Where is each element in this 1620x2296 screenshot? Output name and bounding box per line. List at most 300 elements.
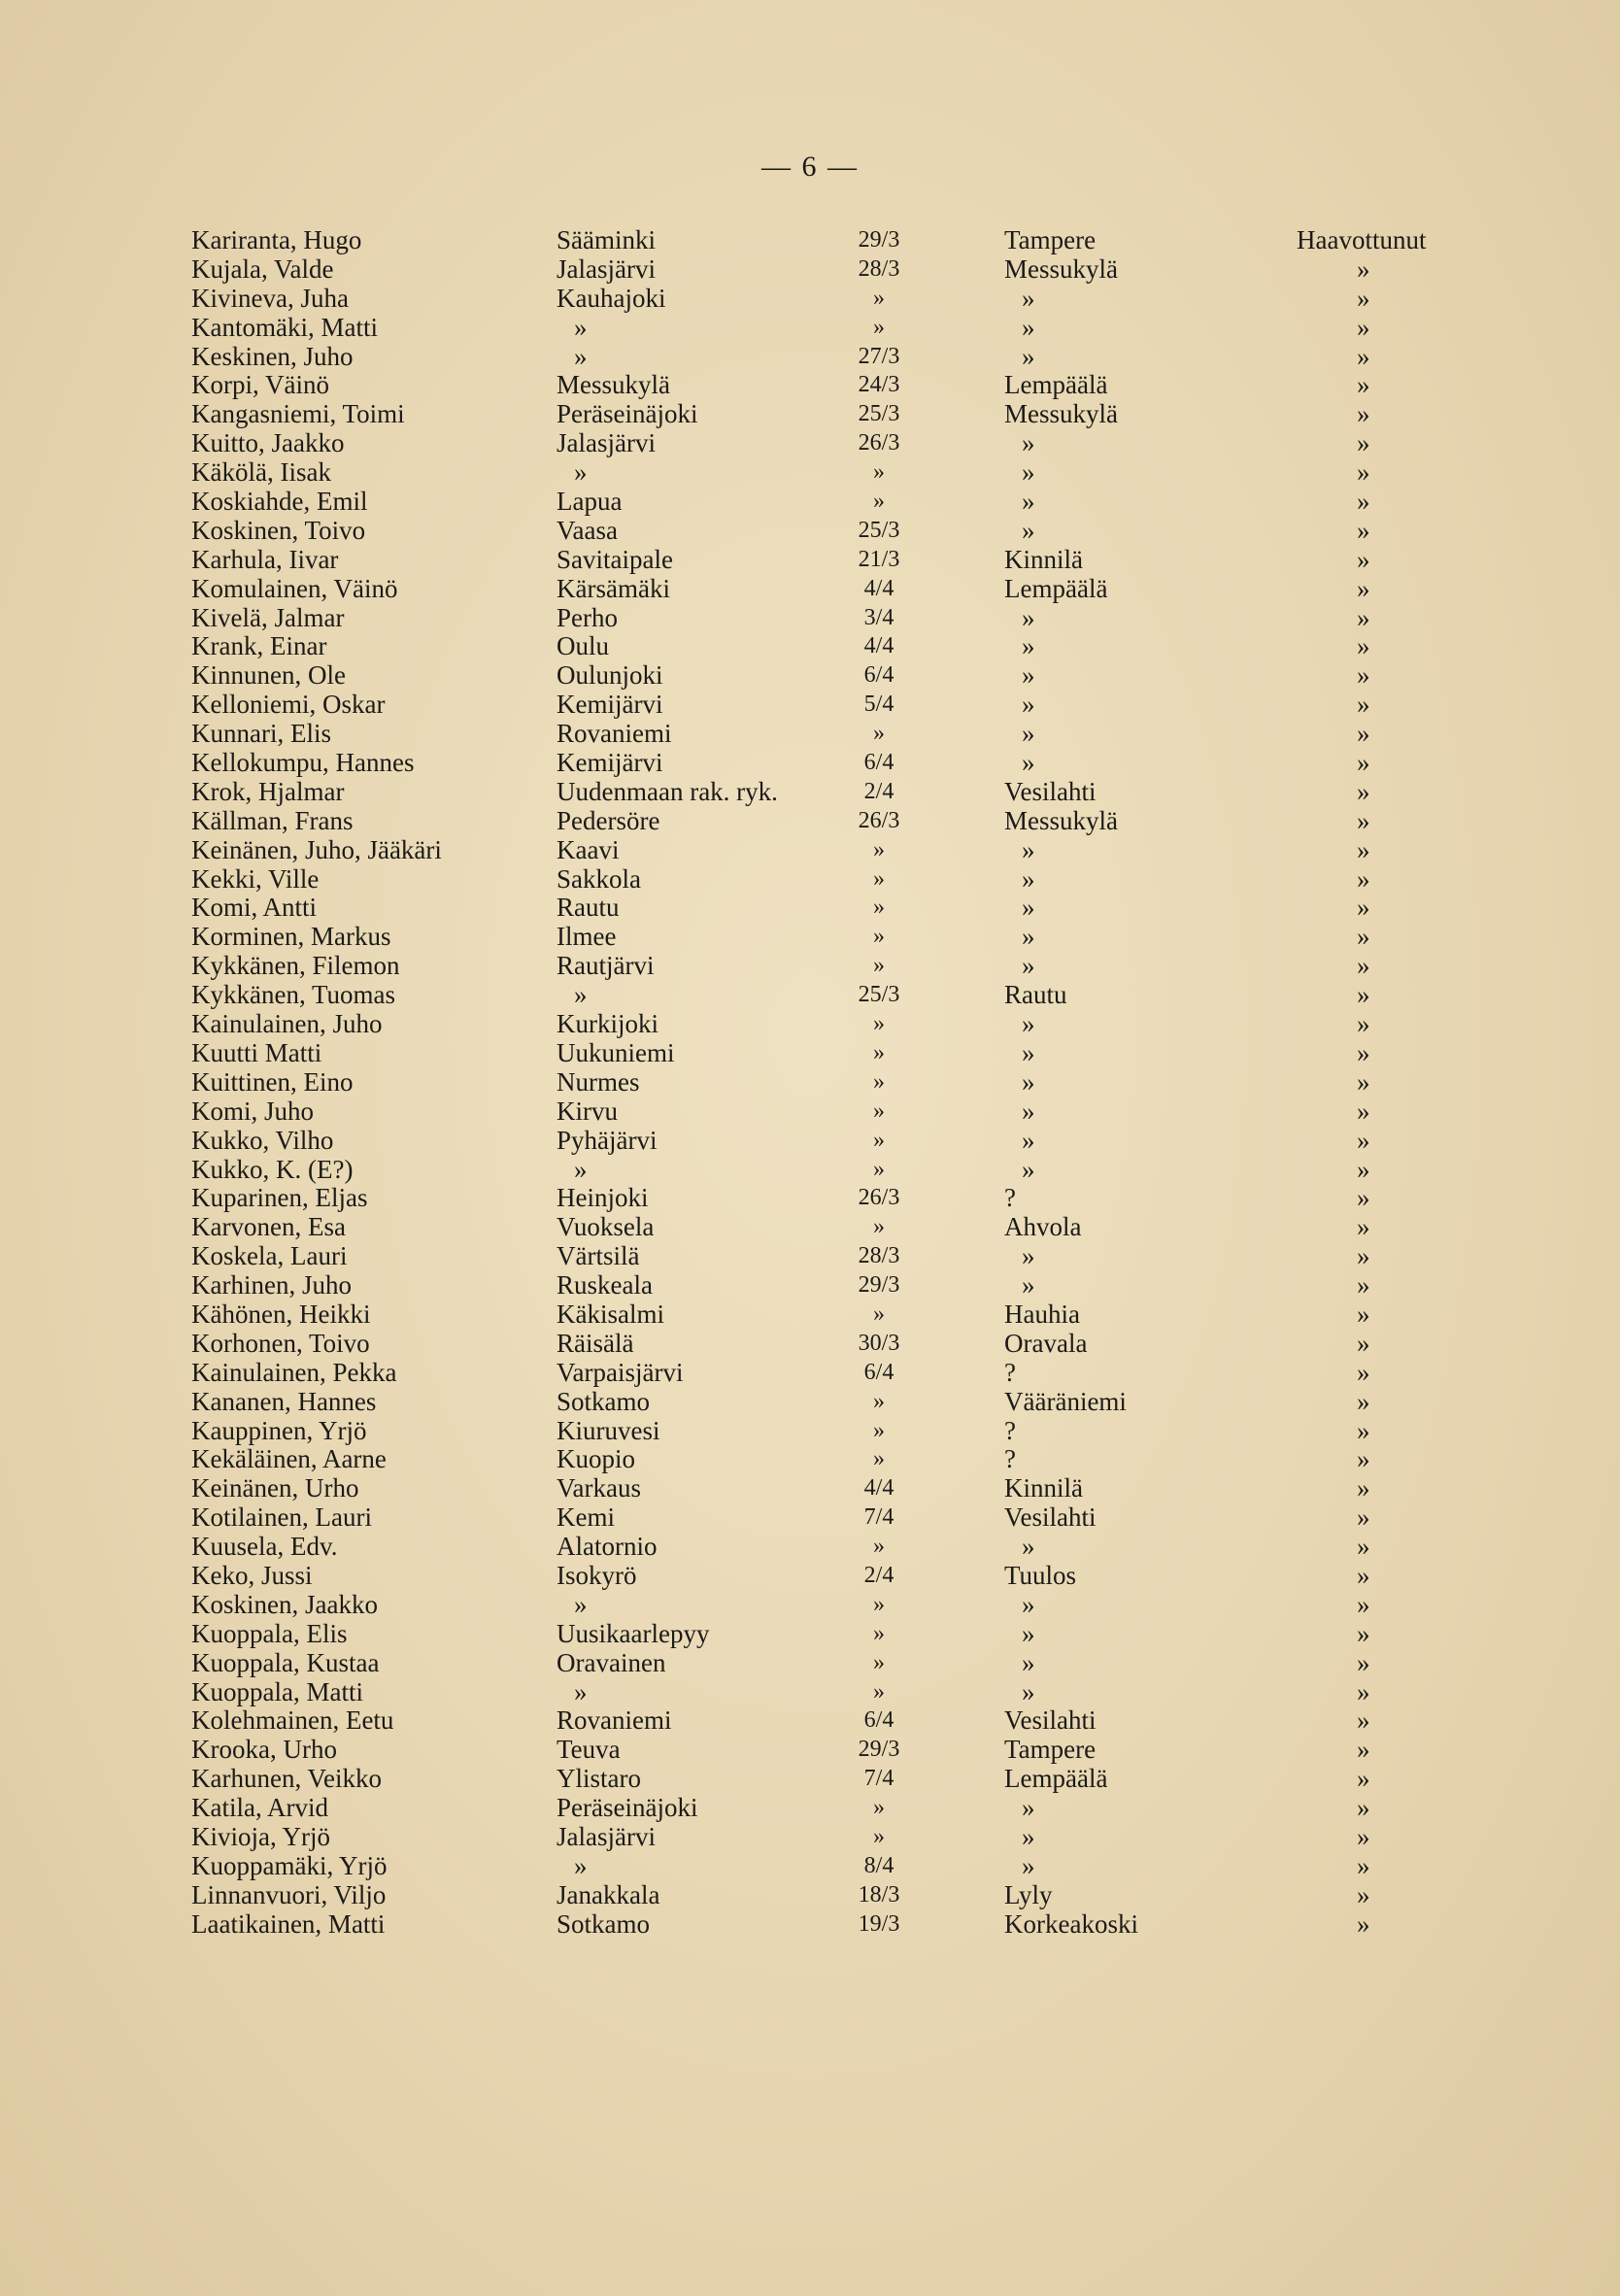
home-parish: Rovaniemi xyxy=(557,719,672,749)
home-parish: » xyxy=(574,980,588,1010)
event-location: ? xyxy=(1004,1183,1016,1213)
event-location: » xyxy=(1022,428,1035,458)
event-location: » xyxy=(1022,1821,1035,1851)
home-parish: Kemi xyxy=(557,1503,615,1533)
status-cell: » xyxy=(1357,1096,1370,1126)
home-parish: Kemijärvi xyxy=(557,690,663,720)
date-cell: 29/3 xyxy=(858,1272,900,1299)
event-location: » xyxy=(1022,602,1035,632)
event-location: » xyxy=(1022,1241,1035,1271)
status-cell: » xyxy=(1357,690,1370,720)
home-parish: Sotkamo xyxy=(557,1386,651,1416)
event-location: » xyxy=(1022,1037,1035,1067)
person-name: Kolehmainen, Eetu xyxy=(191,1705,394,1736)
person-name: Kuoppala, Kustaa xyxy=(191,1647,380,1677)
table-row xyxy=(191,1649,1473,1678)
table-row xyxy=(191,226,1473,255)
status-cell: » xyxy=(1357,1066,1370,1097)
person-name: Kainulainen, Pekka xyxy=(191,1357,397,1387)
event-location: » xyxy=(1022,515,1035,545)
home-parish: Uudenmaan rak. ryk. xyxy=(557,776,778,806)
person-name: Kykkänen, Filemon xyxy=(191,951,400,981)
table-row xyxy=(191,1881,1473,1910)
person-name: Kukko, Vilho xyxy=(191,1125,334,1155)
status-cell: » xyxy=(1357,1444,1370,1474)
date-cell: 6/4 xyxy=(863,1707,894,1734)
home-parish: Savitaipale xyxy=(557,544,673,574)
status-cell: » xyxy=(1357,1415,1370,1445)
table-row xyxy=(191,1271,1473,1300)
event-location: Kinnilä xyxy=(1004,1473,1083,1503)
person-name: Kivelä, Jalmar xyxy=(191,602,345,632)
event-location: » xyxy=(1022,1270,1035,1300)
table-row xyxy=(191,1242,1473,1271)
person-name: Kivineva, Juha xyxy=(191,283,349,313)
table-row xyxy=(191,1445,1473,1474)
status-cell: » xyxy=(1357,1037,1370,1067)
event-location: » xyxy=(1022,922,1035,952)
date-cell: 18/3 xyxy=(858,1881,900,1908)
table-row xyxy=(191,632,1473,661)
status-cell: » xyxy=(1357,428,1370,458)
person-name: Kuoppala, Elis xyxy=(191,1618,348,1648)
date-cell: 6/4 xyxy=(863,662,894,689)
status-cell: » xyxy=(1357,951,1370,981)
table-row xyxy=(191,1474,1473,1503)
table-row xyxy=(191,1330,1473,1359)
page-number: — 6 — xyxy=(761,151,859,183)
person-name: Kujala, Valde xyxy=(191,253,334,284)
table-row xyxy=(191,1910,1473,1940)
person-name: Korminen, Markus xyxy=(191,922,391,952)
status-cell: » xyxy=(1357,1647,1370,1677)
home-parish: Jalasjärvi xyxy=(557,428,656,458)
date-cell: » xyxy=(873,895,885,921)
event-location: » xyxy=(1022,631,1035,661)
home-parish: Kurkijoki xyxy=(557,1009,658,1039)
date-cell: 24/3 xyxy=(858,372,900,398)
home-parish: Kirvu xyxy=(557,1096,618,1126)
home-parish: Ruskeala xyxy=(557,1270,653,1300)
table-row xyxy=(191,720,1473,749)
person-name: Korpi, Väinö xyxy=(191,370,329,400)
person-name: Kantomäki, Matti xyxy=(191,312,378,342)
status-cell: » xyxy=(1357,573,1370,603)
table-row xyxy=(191,894,1473,923)
table-row xyxy=(191,1765,1473,1794)
date-cell: » xyxy=(873,1823,885,1849)
event-location: » xyxy=(1022,1066,1035,1097)
table-row xyxy=(191,1852,1473,1881)
status-cell: » xyxy=(1357,660,1370,691)
table-row xyxy=(191,517,1473,546)
status-cell: » xyxy=(1357,631,1370,661)
person-name: Keinänen, Juho, Jääkäri xyxy=(191,834,442,864)
home-parish: Sääminki xyxy=(557,225,656,254)
date-cell: 28/3 xyxy=(858,255,900,282)
person-name: Karhunen, Veikko xyxy=(191,1764,382,1794)
person-name: Keskinen, Juho xyxy=(191,341,354,371)
person-name: Käkölä, Iisak xyxy=(191,457,331,488)
person-name: Kellokumpu, Hannes xyxy=(191,748,415,778)
home-parish: Peräseinäjoki xyxy=(557,1793,698,1823)
date-cell: » xyxy=(873,1446,885,1472)
status-cell: » xyxy=(1357,544,1370,574)
date-cell: » xyxy=(873,1388,885,1414)
status-cell: » xyxy=(1357,1299,1370,1329)
home-parish: Kärsämäki xyxy=(557,573,670,603)
status-cell: » xyxy=(1357,776,1370,806)
date-cell: 6/4 xyxy=(863,1359,894,1385)
person-name: Kuusela, Edv. xyxy=(191,1532,338,1562)
event-location: » xyxy=(1022,893,1035,923)
event-location: Vesilahti xyxy=(1004,1503,1097,1533)
event-location: Oravala xyxy=(1004,1328,1088,1358)
status-cell: » xyxy=(1357,1560,1370,1590)
event-location: Messukylä xyxy=(1004,399,1118,429)
home-parish: Uusikaarlepyy xyxy=(557,1618,710,1648)
person-name: Karhula, Iivar xyxy=(191,544,339,574)
event-location: » xyxy=(1022,1154,1035,1184)
home-parish: Teuva xyxy=(557,1735,621,1765)
table-row xyxy=(191,1010,1473,1039)
person-name: Kariranta, Hugo xyxy=(191,225,362,254)
table-row xyxy=(191,255,1473,285)
status-cell: » xyxy=(1357,1793,1370,1823)
event-location: Lempäälä xyxy=(1004,573,1108,603)
event-location: » xyxy=(1022,1125,1035,1155)
person-name: Kekäläinen, Aarne xyxy=(191,1444,387,1474)
table-row xyxy=(191,1184,1473,1213)
date-cell: 28/3 xyxy=(858,1243,900,1269)
status-cell: » xyxy=(1357,1908,1370,1939)
table-row xyxy=(191,400,1473,429)
home-parish: Oulunjoki xyxy=(557,660,663,691)
date-cell: » xyxy=(873,1097,885,1124)
person-name: Karvonen, Esa xyxy=(191,1212,346,1242)
event-location: » xyxy=(1022,1096,1035,1126)
table-row xyxy=(191,458,1473,488)
event-location: » xyxy=(1022,312,1035,342)
person-name: Kangasniemi, Toimi xyxy=(191,399,405,429)
home-parish: Alatornio xyxy=(557,1532,658,1562)
date-cell: 21/3 xyxy=(858,546,900,572)
status-cell: » xyxy=(1357,1328,1370,1358)
home-parish: Isokyrö xyxy=(557,1560,637,1590)
status-cell: » xyxy=(1357,863,1370,894)
person-name: Kuparinen, Eljas xyxy=(191,1183,368,1213)
home-parish: Uukuniemi xyxy=(557,1037,675,1067)
table-row xyxy=(191,749,1473,778)
date-cell: 25/3 xyxy=(858,401,900,427)
event-location: Rautu xyxy=(1004,980,1067,1010)
person-name: Koskiahde, Emil xyxy=(191,487,368,517)
home-parish: Vaasa xyxy=(557,515,618,545)
home-parish: Peräseinäjoki xyxy=(557,399,698,429)
home-parish: Rautu xyxy=(557,893,620,923)
status-cell: » xyxy=(1357,1212,1370,1242)
event-location: » xyxy=(1022,1676,1035,1706)
home-parish: Varpaisjärvi xyxy=(557,1357,684,1387)
date-cell: 4/4 xyxy=(863,575,894,601)
person-name: Kuoppamäki, Yrjö xyxy=(191,1850,388,1880)
event-location: Vesilahti xyxy=(1004,776,1097,806)
table-row xyxy=(191,1591,1473,1620)
person-name: Linnanvuori, Viljo xyxy=(191,1879,387,1909)
date-cell: 26/3 xyxy=(858,430,900,456)
status-cell: » xyxy=(1357,980,1370,1010)
table-row xyxy=(191,1503,1473,1533)
person-name: Kukko, K. (E?) xyxy=(191,1154,354,1184)
status-cell: » xyxy=(1357,1705,1370,1736)
status-cell: » xyxy=(1357,1125,1370,1155)
date-cell: 2/4 xyxy=(863,1562,894,1588)
status-cell: » xyxy=(1357,1503,1370,1533)
person-name: Katila, Arvid xyxy=(191,1793,328,1823)
home-parish: » xyxy=(574,1589,588,1619)
person-name: Koskinen, Toivo xyxy=(191,515,366,545)
table-row xyxy=(191,691,1473,720)
table-row xyxy=(191,865,1473,895)
status-cell: » xyxy=(1357,719,1370,749)
event-location: Lempäälä xyxy=(1004,370,1108,400)
status-cell: » xyxy=(1357,1589,1370,1619)
status-cell: » xyxy=(1357,312,1370,342)
date-cell: » xyxy=(873,1068,885,1095)
event-location: Ahvola xyxy=(1004,1212,1082,1242)
event-location: ? xyxy=(1004,1415,1016,1445)
status-cell: » xyxy=(1357,1270,1370,1300)
date-cell: » xyxy=(873,1591,885,1617)
event-location: » xyxy=(1022,690,1035,720)
event-location: Lyly xyxy=(1004,1879,1053,1909)
person-name: Krooka, Urho xyxy=(191,1735,337,1765)
date-cell: » xyxy=(873,721,885,747)
event-location: » xyxy=(1022,1589,1035,1619)
date-cell: 4/4 xyxy=(863,633,894,659)
status-cell: » xyxy=(1357,341,1370,371)
event-location: Hauhia xyxy=(1004,1299,1080,1329)
home-parish: Käkisalmi xyxy=(557,1299,664,1329)
date-cell: » xyxy=(873,285,885,311)
table-row xyxy=(191,1213,1473,1242)
date-cell: 5/4 xyxy=(863,692,894,718)
status-cell: Haavottunut xyxy=(1297,225,1427,254)
status-cell: » xyxy=(1357,515,1370,545)
home-parish: Varkaus xyxy=(557,1473,641,1503)
date-cell: 2/4 xyxy=(863,778,894,804)
home-parish: » xyxy=(574,457,588,488)
table-row xyxy=(191,575,1473,604)
status-cell: » xyxy=(1357,1386,1370,1416)
table-row xyxy=(191,1562,1473,1591)
table-row xyxy=(191,1300,1473,1330)
home-parish: Ilmee xyxy=(557,922,617,952)
status-cell: » xyxy=(1357,457,1370,488)
status-cell: » xyxy=(1357,1241,1370,1271)
person-name: Komi, Antti xyxy=(191,893,318,923)
event-location: » xyxy=(1022,1793,1035,1823)
person-name: Kivioja, Yrjö xyxy=(191,1821,330,1851)
date-cell: » xyxy=(873,836,885,862)
status-cell: » xyxy=(1357,1879,1370,1909)
status-cell: » xyxy=(1357,1183,1370,1213)
home-parish: Pedersöre xyxy=(557,805,660,835)
status-cell: » xyxy=(1357,399,1370,429)
date-cell: » xyxy=(873,924,885,950)
home-parish: » xyxy=(574,341,588,371)
date-cell: 4/4 xyxy=(863,1475,894,1502)
date-cell: 8/4 xyxy=(863,1852,894,1878)
date-cell: » xyxy=(873,1417,885,1443)
date-cell: » xyxy=(873,1127,885,1153)
home-parish: Messukylä xyxy=(557,370,670,400)
person-name: Kuittinen, Eino xyxy=(191,1066,354,1097)
date-cell: 3/4 xyxy=(863,604,894,630)
status-cell: » xyxy=(1357,1618,1370,1648)
home-parish: Sotkamo xyxy=(557,1908,651,1939)
table-row xyxy=(191,1417,1473,1446)
table-row xyxy=(191,1620,1473,1649)
table-row xyxy=(191,1678,1473,1707)
home-parish: Kaavi xyxy=(557,834,620,864)
date-cell: » xyxy=(873,1620,885,1646)
home-parish: Nurmes xyxy=(557,1066,640,1097)
person-name: Koskela, Lauri xyxy=(191,1241,348,1271)
date-cell: 29/3 xyxy=(858,1737,900,1763)
event-location: » xyxy=(1022,660,1035,691)
table-row xyxy=(191,429,1473,458)
status-cell: » xyxy=(1357,748,1370,778)
table-row xyxy=(191,952,1473,981)
table-row xyxy=(191,923,1473,952)
person-name: Keinänen, Urho xyxy=(191,1473,359,1503)
status-cell: » xyxy=(1357,893,1370,923)
table-row xyxy=(191,1533,1473,1562)
home-parish: » xyxy=(574,1676,588,1706)
status-cell: » xyxy=(1357,1532,1370,1562)
home-parish: Sakkola xyxy=(557,863,641,894)
date-cell: » xyxy=(873,1039,885,1065)
home-parish: Perho xyxy=(557,602,618,632)
event-location: » xyxy=(1022,748,1035,778)
home-parish: Ylistaro xyxy=(557,1764,641,1794)
table-row xyxy=(191,1068,1473,1097)
date-cell: 29/3 xyxy=(858,227,900,253)
home-parish: » xyxy=(574,312,588,342)
person-name: Källman, Frans xyxy=(191,805,354,835)
status-cell: » xyxy=(1357,1154,1370,1184)
table-row xyxy=(191,343,1473,372)
person-name: Kuutti Matti xyxy=(191,1037,322,1067)
event-location: » xyxy=(1022,834,1035,864)
table-row xyxy=(191,1736,1473,1765)
date-cell: » xyxy=(873,1534,885,1560)
date-cell: 25/3 xyxy=(858,517,900,543)
home-parish: Räisälä xyxy=(557,1328,634,1358)
person-name: Kotilainen, Lauri xyxy=(191,1503,372,1533)
event-location: » xyxy=(1022,1532,1035,1562)
status-cell: » xyxy=(1357,370,1370,400)
table-row xyxy=(191,661,1473,691)
date-cell: » xyxy=(873,1300,885,1327)
person-name: Kykkänen, Tuomas xyxy=(191,980,396,1010)
date-cell: » xyxy=(873,1678,885,1705)
status-cell: » xyxy=(1357,1009,1370,1039)
home-parish: Jalasjärvi xyxy=(557,1821,656,1851)
home-parish: Oulu xyxy=(557,631,609,661)
date-cell: 26/3 xyxy=(858,1185,900,1211)
person-name: Keko, Jussi xyxy=(191,1560,313,1590)
event-location: » xyxy=(1022,457,1035,488)
person-name: Kekki, Ville xyxy=(191,863,320,894)
event-location: Messukylä xyxy=(1004,805,1118,835)
person-name: Krok, Hjalmar xyxy=(191,776,345,806)
date-cell: » xyxy=(873,1156,885,1182)
status-cell: » xyxy=(1357,834,1370,864)
event-location: » xyxy=(1022,863,1035,894)
home-parish: Pyhäjärvi xyxy=(557,1125,658,1155)
table-row xyxy=(191,1156,1473,1185)
date-cell: » xyxy=(873,865,885,892)
person-name: Kauppinen, Yrjö xyxy=(191,1415,367,1445)
date-cell: 7/4 xyxy=(863,1504,894,1531)
person-name: Kelloniemi, Oskar xyxy=(191,690,386,720)
date-cell: 7/4 xyxy=(863,1766,894,1792)
event-location: » xyxy=(1022,1647,1035,1677)
event-location: » xyxy=(1022,283,1035,313)
table-row xyxy=(191,546,1473,575)
person-name: Kähönen, Heikki xyxy=(191,1299,371,1329)
home-parish: Oravainen xyxy=(557,1647,666,1677)
status-cell: » xyxy=(1357,1357,1370,1387)
date-cell: » xyxy=(873,314,885,340)
home-parish: » xyxy=(574,1154,588,1184)
person-name: Kinnunen, Ole xyxy=(191,660,346,691)
event-location: Vääräniemi xyxy=(1004,1386,1127,1416)
person-name: Karhinen, Juho xyxy=(191,1270,352,1300)
table-row xyxy=(191,285,1473,314)
event-location: » xyxy=(1022,719,1035,749)
table-row xyxy=(191,807,1473,836)
status-cell: » xyxy=(1357,805,1370,835)
person-name: Kananen, Hannes xyxy=(191,1386,377,1416)
home-parish: Kuopio xyxy=(557,1444,635,1474)
person-name: Kainulainen, Juho xyxy=(191,1009,383,1039)
table-row xyxy=(191,1706,1473,1736)
person-name: Kuitto, Jaakko xyxy=(191,428,345,458)
person-name: Komulainen, Väinö xyxy=(191,573,398,603)
status-cell: » xyxy=(1357,602,1370,632)
home-parish: Rautjärvi xyxy=(557,951,655,981)
event-location: Messukylä xyxy=(1004,253,1118,284)
table-row xyxy=(191,371,1473,400)
home-parish: » xyxy=(574,1850,588,1880)
status-cell: » xyxy=(1357,1764,1370,1794)
table-row xyxy=(191,981,1473,1010)
status-cell: » xyxy=(1357,1850,1370,1880)
table-row xyxy=(191,1359,1473,1388)
home-parish: Kemijärvi xyxy=(557,748,663,778)
event-location: Kinnilä xyxy=(1004,544,1083,574)
event-location: » xyxy=(1022,1618,1035,1648)
event-location: Lempäälä xyxy=(1004,1764,1108,1794)
date-cell: » xyxy=(873,1649,885,1675)
date-cell: » xyxy=(873,1011,885,1037)
person-name: Koskinen, Jaakko xyxy=(191,1589,378,1619)
person-name: Korhonen, Toivo xyxy=(191,1328,370,1358)
status-cell: » xyxy=(1357,922,1370,952)
